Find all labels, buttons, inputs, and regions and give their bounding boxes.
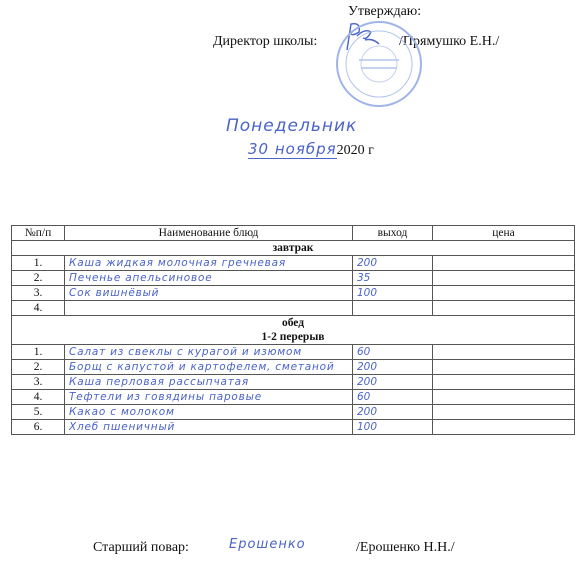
date-year: 2020 г xyxy=(336,143,374,158)
table-row xyxy=(12,405,575,420)
dish-price xyxy=(433,405,575,420)
header-dish-name: Наименование блюд xyxy=(65,226,353,241)
cook-label: Старший повар: xyxy=(93,540,189,555)
dish-output: 100 xyxy=(353,420,433,435)
table-row xyxy=(12,271,575,286)
row-number: 2. xyxy=(12,271,65,286)
row-number: 3. xyxy=(12,375,65,390)
table-row xyxy=(12,390,575,405)
dish-output: 100 xyxy=(353,286,433,301)
dish-price xyxy=(433,390,575,405)
dish-output xyxy=(353,301,433,316)
table-row xyxy=(12,286,575,301)
row-number: 3. xyxy=(12,286,65,301)
header-output: выход xyxy=(353,226,433,241)
dish-output: 200 xyxy=(353,375,433,390)
table-header-row xyxy=(12,226,575,241)
date-handwritten: 30 ноября xyxy=(248,140,337,158)
row-number: 4. xyxy=(12,390,65,405)
dish-name: Борщ с капустой и картофелем, сметаной xyxy=(65,360,353,375)
dish-price xyxy=(433,271,575,286)
row-number: 1. xyxy=(12,345,65,360)
dish-name xyxy=(65,301,353,316)
table-row xyxy=(12,420,575,435)
dish-output: 60 xyxy=(353,345,433,360)
menu-table xyxy=(11,225,575,435)
day-of-week: Понедельник xyxy=(226,116,358,136)
dish-output: 200 xyxy=(353,405,433,420)
row-number: 4. xyxy=(12,301,65,316)
dish-price xyxy=(433,286,575,301)
school-stamp xyxy=(335,20,423,108)
cook-name: /Ерошенко Н.Н./ xyxy=(356,540,455,555)
header-price: цена xyxy=(433,226,575,241)
table-row xyxy=(12,375,575,390)
lunch-subtitle: 1-2 перерыв xyxy=(261,331,325,343)
dish-output: 200 xyxy=(353,256,433,271)
row-number: 2. xyxy=(12,360,65,375)
dish-price xyxy=(433,345,575,360)
approval-label: Утверждаю: xyxy=(348,4,422,19)
table-row xyxy=(12,345,575,360)
dish-name: Печенье апельсиновое xyxy=(65,271,353,286)
dish-name: Хлеб пшеничный xyxy=(65,420,353,435)
row-number: 6. xyxy=(12,420,65,435)
table-row xyxy=(12,360,575,375)
director-name: /Прямушко Е.Н./ xyxy=(399,34,500,49)
dish-price xyxy=(433,256,575,271)
section-title-lunch xyxy=(12,316,575,345)
dish-price xyxy=(433,420,575,435)
dish-output: 60 xyxy=(353,390,433,405)
dish-price xyxy=(433,375,575,390)
table-row xyxy=(12,256,575,271)
dish-price xyxy=(433,301,575,316)
dish-name: Каша перловая рассыпчатая xyxy=(65,375,353,390)
dish-name: Тефтели из говядины паровые xyxy=(65,390,353,405)
lunch-title: обед xyxy=(281,317,305,329)
dish-price xyxy=(433,360,575,375)
dish-name: Какао с молоком xyxy=(65,405,353,420)
director-label: Директор школы: xyxy=(213,34,318,49)
menu-date xyxy=(248,140,374,159)
dish-output: 200 xyxy=(353,360,433,375)
dish-name: Салат из свеклы с курагой и изюмом xyxy=(65,345,353,360)
dish-name: Сок вишнёвый xyxy=(65,286,353,301)
director-line xyxy=(213,34,500,50)
dish-name: Каша жидкая молочная гречневая xyxy=(65,256,353,271)
dish-output: 35 xyxy=(353,271,433,286)
header-number: №п/п xyxy=(12,226,65,241)
section-title-breakfast: завтрак xyxy=(12,241,575,256)
table-row xyxy=(12,301,575,316)
cook-signature: Ерошенко xyxy=(229,537,306,552)
row-number: 1. xyxy=(12,256,65,271)
row-number: 5. xyxy=(12,405,65,420)
